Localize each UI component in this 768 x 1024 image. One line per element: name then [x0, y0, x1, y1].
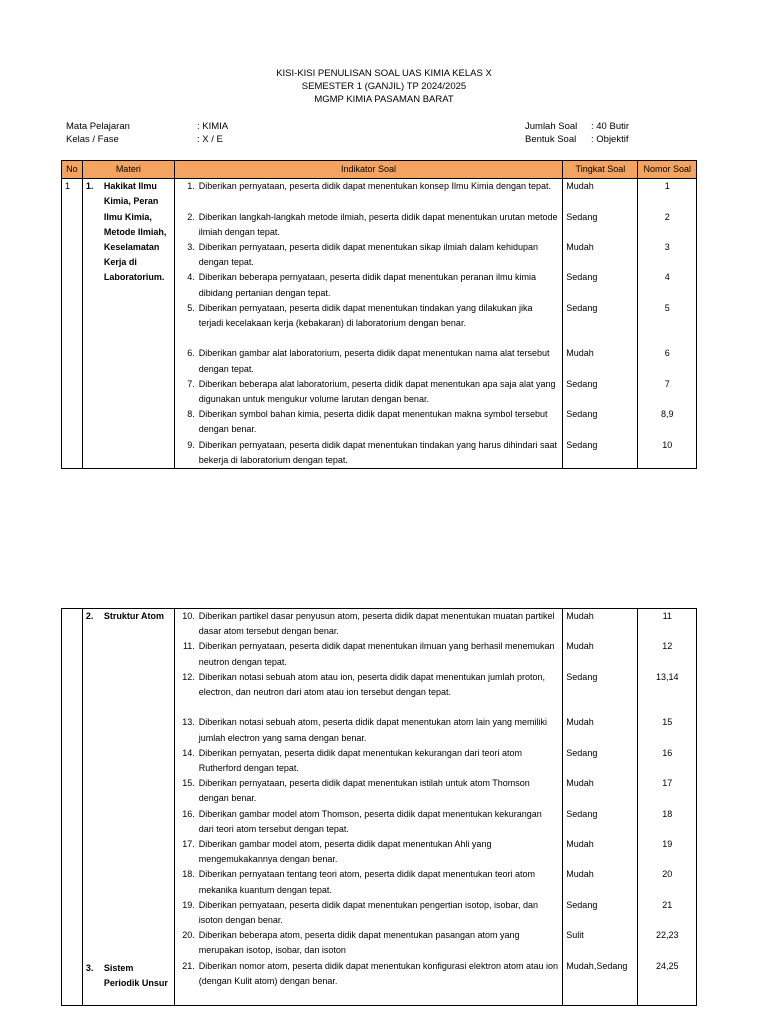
- indikator-number: 11.: [182, 641, 195, 652]
- nomor-value: 18: [662, 808, 673, 819]
- tingkat-value: Sedang: [566, 671, 598, 682]
- bentuk-label: Bentuk Soal: [525, 134, 577, 145]
- tingkat-value: Sedang: [566, 747, 598, 758]
- materi-number: 1.: [85, 181, 94, 192]
- tingkat-value: Sulit: [566, 930, 584, 941]
- indikator-item: [178, 407, 560, 437]
- indikator-item: [178, 867, 560, 897]
- indikator-number: 8.: [187, 409, 195, 420]
- tingkat-value: Mudah: [566, 778, 594, 789]
- materi-struktur-atom: [86, 609, 171, 624]
- indikator-number: 5.: [187, 302, 195, 313]
- indikator-item: [178, 346, 560, 376]
- kelas-value: : X / E: [197, 134, 223, 145]
- kisi-kisi-table-1: [61, 160, 697, 469]
- indikator-item: [178, 959, 560, 989]
- tingkat-value: Mudah: [566, 838, 594, 849]
- table-row: [62, 609, 697, 1006]
- materi-number: 3.: [85, 963, 94, 973]
- tingkat-value: Sedang: [566, 272, 598, 283]
- nomor-value: 6: [664, 348, 670, 359]
- indikator-item: [178, 240, 560, 270]
- nomor-value: 5: [664, 302, 670, 313]
- nomor-value: 16: [662, 747, 673, 758]
- materi-text: Sistem Periodik Unsur: [103, 963, 168, 989]
- row-no-empty: [62, 609, 83, 1006]
- indikator-number: 15.: [182, 778, 195, 789]
- tingkat-value: Sedang: [566, 211, 598, 222]
- indikator-text: Diberikan pernyataan, peserta didik dapat menentukan istilah untuk atom Thomson dengan benar.: [198, 778, 530, 804]
- jumlah-value: : 40 Butir: [591, 121, 630, 132]
- bentuk-value: : Objektif: [591, 134, 629, 145]
- indikator-text: Diberikan partikel dasar penyusun atom, peserta didik dapat menentukan muatan partikel dasar atom tersebut dengan benar.: [198, 611, 555, 637]
- indikator-item: [178, 301, 560, 347]
- nomor-value: 24,25: [655, 960, 679, 971]
- tingkat-value: Sedang: [566, 899, 598, 910]
- table-header-row: [62, 161, 697, 179]
- indikator-item: [178, 377, 560, 407]
- tingkat-value: Sedang: [566, 409, 598, 420]
- tingkat-value: Mudah: [566, 181, 594, 192]
- nomor-value: 1: [664, 181, 670, 192]
- materi-text: Struktur Atom: [103, 611, 165, 621]
- nomor-value: 4: [664, 272, 670, 283]
- indikator-number: 12.: [182, 671, 195, 682]
- nomor-value: 3: [664, 241, 670, 252]
- indikator-item: [178, 270, 560, 300]
- indikator-item: [178, 210, 560, 240]
- materi-cell: [82, 609, 174, 1006]
- indikator-number: 10.: [182, 611, 195, 621]
- tingkat-value: Mudah,Sedang: [566, 960, 628, 971]
- indikator-text: Diberikan beberapa alat laboratorium, peserta didik dapat menentukan apa saja alat yang digunakan untuk mengukur volume larutan dengan benar.: [198, 378, 556, 405]
- indikator-text: Diberikan pernyataan, peserta didik dapat menentukan pengertian isotop, isobar, dan isoton dengan benar.: [198, 899, 539, 926]
- indikator-cell: [174, 609, 563, 1006]
- indikator-item: [178, 807, 560, 837]
- indikator-text: Diberikan gambar model atom, peserta didik dapat menentukan Ahli yang mengemukakannya dengan benar.: [198, 839, 492, 865]
- indikator-item: [178, 928, 560, 958]
- indikator-number: 16.: [182, 808, 195, 819]
- row-no: 1: [62, 179, 83, 469]
- nomor-value: 12: [662, 641, 673, 652]
- header-materi: Materi: [82, 161, 174, 179]
- indikator-item: [178, 438, 560, 468]
- indikator-item: [178, 670, 560, 716]
- indikator-text: Diberikan gambar alat laboratorium, peserta didik dapat menentukan nama alat tersebut dengan tepat.: [198, 348, 550, 374]
- title-line-2: SEMESTER 1 (GANJIL) TP 2024/2025: [301, 81, 467, 92]
- indikator-item: [178, 609, 560, 639]
- tingkat-value: Mudah: [566, 611, 594, 621]
- tingkat-value: Mudah: [566, 717, 594, 728]
- indikator-number: 17.: [182, 839, 195, 850]
- nomor-value: 7: [664, 378, 670, 389]
- indikator-number: 18.: [182, 869, 195, 880]
- tingkat-value: Mudah: [566, 348, 594, 359]
- kelas-label: Kelas / Fase: [66, 134, 119, 145]
- nomor-value: 11: [662, 611, 672, 621]
- indikator-text: Diberikan pernyataan, peserta didik dapat menentukan ilmuan yang berhasil menemukan neutron dengan tepat.: [198, 641, 555, 667]
- nomor-value: 2: [664, 211, 670, 222]
- indikator-item: [178, 715, 560, 745]
- indikator-number: 21.: [182, 960, 195, 971]
- indikator-item: [178, 837, 560, 867]
- nomor-value: 21: [662, 899, 673, 910]
- indikator-number: 19.: [182, 899, 195, 910]
- indikator-number: 4.: [187, 272, 195, 283]
- document-header: [0, 67, 768, 106]
- nomor-cell: [638, 179, 697, 469]
- indikator-number: 20.: [182, 930, 195, 941]
- header-no: No: [62, 161, 83, 179]
- tingkat-cell: [563, 179, 638, 469]
- tingkat-value: Sedang: [566, 378, 598, 389]
- indikator-item: [178, 898, 560, 928]
- nomor-value: 13,14: [655, 671, 679, 682]
- nomor-value: 8,9: [660, 409, 674, 420]
- indikator-text: Diberikan beberapa atom, peserta didik dapat menentukan pasangan atom yang merupakan isotop, isobar, dan isoton: [198, 930, 520, 956]
- tingkat-value: Sedang: [566, 302, 598, 313]
- nomor-value: 22,23: [655, 930, 679, 941]
- meta-info: [0, 120, 768, 148]
- indikator-item: [178, 179, 560, 209]
- tingkat-value: Sedang: [566, 808, 598, 819]
- indikator-number: 3.: [187, 242, 195, 252]
- indikator-item: [178, 776, 560, 806]
- table-row: [62, 179, 697, 469]
- indikator-item: [178, 746, 560, 776]
- nomor-value: 20: [662, 869, 673, 880]
- nomor-value: 15: [662, 717, 673, 728]
- indikator-text: Diberikan pernyataan, peserta didik dapat menentukan tindakan yang dilakukan jika terjadi kecelakaan kerja (kebakaran) di laboratorium dengan benar.: [198, 302, 533, 329]
- materi-cell: [82, 179, 174, 469]
- tingkat-value: Mudah: [566, 241, 594, 252]
- materi-sistem-periodik: [86, 961, 170, 991]
- indikator-item: [178, 639, 560, 669]
- indikator-text: Diberikan pernyataan, peserta didik dapat menentukan tindakan yang harus dihindari saat bekerja di laboratorium dengan tepat.: [198, 439, 558, 465]
- nomor-value: 10: [662, 439, 673, 450]
- indikator-cell: [174, 179, 563, 469]
- indikator-number: 6.: [187, 348, 195, 359]
- title-line-1: KISI-KISI PENULISAN SOAL UAS KIMIA KELAS X: [276, 68, 492, 79]
- jumlah-label: Jumlah Soal: [525, 121, 578, 132]
- header-nomor: Nomor Soal: [638, 161, 697, 179]
- header-tingkat: Tingkat Soal: [563, 161, 638, 179]
- mapel-value: : KIMIA: [197, 121, 229, 132]
- nomor-cell: [638, 609, 697, 1006]
- indikator-text: Diberikan notasi sebuah atom atau ion, peserta didik dapat menentukan jumlah proton, electron, dan neutron dari atom atau ion tersebut dengan tepat.: [198, 671, 545, 698]
- title-line-3: MGMP KIMIA PASAMAN BARAT: [314, 94, 454, 105]
- tingkat-value: Mudah: [566, 869, 594, 880]
- indikator-number: 1.: [187, 181, 195, 192]
- nomor-value: 17: [662, 778, 673, 789]
- tingkat-cell: [563, 609, 638, 1006]
- indikator-text: Diberikan langkah-langkah metode ilmiah, peserta didik dapat menentukan urutan metode ilmiah dengan tepat.: [198, 211, 558, 237]
- indikator-text: Diberikan gambar model atom Thomson, peserta didik dapat menentukan kekurangan dari teori atom tersebut dengan tepat.: [198, 808, 542, 834]
- indikator-number: 9.: [187, 439, 195, 450]
- tingkat-value: Mudah: [566, 641, 594, 652]
- header-indikator: Indikator Soal: [174, 161, 563, 179]
- indikator-text: Diberikan nomor atom, peserta didik dapat menentukan konfigurasi elektron atom atau ion (dengan Kulit atom) dengan benar.: [198, 960, 558, 986]
- indikator-number: 13.: [182, 717, 195, 728]
- indikator-number: 7.: [187, 378, 195, 389]
- indikator-number: 14.: [182, 747, 195, 758]
- materi-number: 2.: [85, 611, 94, 621]
- indikator-text: Diberikan pernyataan tentang teori atom, peserta didik dapat menentukan teori atom mekanika kuantum dengan tepat.: [198, 869, 535, 895]
- indikator-text: Diberikan pernyataan, peserta didik dapat menentukan konsep Ilmu Kimia dengan tepat.: [198, 181, 552, 192]
- mapel-label: Mata Pelajaran: [66, 121, 130, 132]
- indikator-text: Diberikan beberapa pernyataan, peserta didik dapat menentukan peranan ilmu kimia dibidang pertanian dengan tepat.: [198, 272, 536, 298]
- indikator-number: 2.: [187, 211, 195, 222]
- kisi-kisi-table-2: [61, 608, 697, 1006]
- materi-text: Hakikat Ilmu Kimia, Peran Ilmu Kimia, Metode Ilmiah, Keselamatan Kerja di Laboratorium.: [103, 181, 167, 283]
- nomor-value: 19: [662, 838, 673, 849]
- indikator-text: Diberikan pernyatan, peserta didik dapat menentukan kekurangan dari teori atom Rutherford dengan tepat.: [198, 747, 522, 774]
- indikator-text: Diberikan notasi sebuah atom, peserta didik dapat menentukan atom lain yang memiliki jumlah electron yang sama dengan benar.: [198, 717, 547, 743]
- indikator-text: Diberikan symbol bahan kimia, peserta didik dapat menentukan makna symbol tersebut dengan benar.: [198, 409, 548, 435]
- indikator-text: Diberikan pernyataan, peserta didik dapat menentukan sikap ilmiah dalam kehidupan dengan tepat.: [198, 242, 538, 268]
- tingkat-value: Sedang: [566, 439, 598, 450]
